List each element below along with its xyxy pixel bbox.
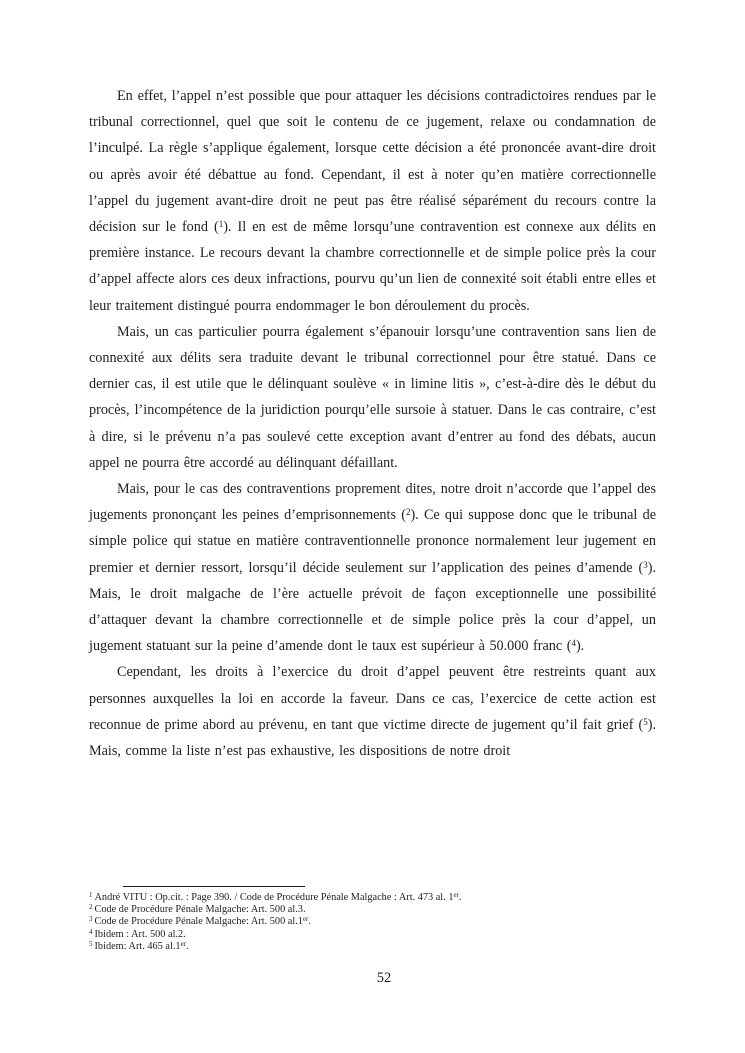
footnote-ref: 2 xyxy=(405,507,411,518)
footnote-marker: 3 xyxy=(89,915,93,924)
body-text xyxy=(89,83,656,764)
footnote-2 xyxy=(89,904,656,916)
paragraph: Mais, un cas particulier pourra également s’épanouir lorsqu’une contravention sans lien de connexité aux délits sera traduite devant le tribunal correctionnel pour être statué. Dans ce dernier cas, il est utile que le délinquant soulève « in limine litis », c’est-à-dire dès le début du procès, l’incompétence de la juridiction pourqu’elle sursoie à statuer. Dans le cas contraire, c’est à dire, si le prévenu n’a pas soulevé cette exception avant d’entrer au fond des débats, aucun appel ne pourra être accordé au délinquant défaillant. xyxy=(89,323,656,471)
footnote-marker: 1 xyxy=(89,891,93,899)
footnote-4 xyxy=(89,929,656,941)
footnote-marker: 2 xyxy=(89,903,93,912)
page-number: 52 xyxy=(376,970,392,986)
footnote-ordinal-suffix: er xyxy=(302,915,309,924)
footnote-text-tail: . xyxy=(308,916,311,928)
footnote-ref: 5 xyxy=(643,716,648,727)
footnote-text: Code de Procédure Pénale Malgache: Art. 500 al.1 xyxy=(94,916,303,928)
paragraph: Mais, pour le cas des contraventions proprement dites, notre droit n’accorde que l’appel des jugements prononçant les peines d’emprisonnements ($^2$). Ce qui suppose donc que le tribunal de simple police qui statue en matière contraventionnelle prononce normalement leur jugement en premier et dernier ressort, lorsqu’il décide seulement sur l’application des peines d’amende ($^3$). Mais, le droit malgache de l’ère actuelle prévoit de façon exceptionnelle une possibilité d’attaquer devant la chambre correctionnelle et de simple police près la cour d’appel, un jugement statuant sur la peine d’amende dont le taux est supérieur à 50.000 franc ($^4$). xyxy=(89,481,656,655)
footnote-text: Ibidem: Art. 465 al.1 xyxy=(94,940,181,952)
paragraph: En effet, l’appel n’est possible que pour attaquer les décisions contradictoires rendues par le tribunal correctionnel, quel que soit le contenu de ce jugement, relaxe ou condamnation de l’inculpé. La règle s’applique également, lorsque cette décision a été prononcée avant-dire droit ou après avoir été débattue au fond. Cependant, il est à noter qu’en matière correctionnelle l’appel du jugement avant-dire droit ne peut pas être réalisé séparément du recours contre la décision sur le fond ($^1$). Il en est de même lorsqu’une contravention est connexe aux délits en première instance. Le recours devant la chambre correctionnelle et de simple police près la cour d’appel affecte alors ces deux infractions, pourvu qu’un lien de connexité soit établi entre elles et leur traitement distingué pourra endommager le bon déroulement du procès. xyxy=(89,88,656,314)
footnote-text-tail: . xyxy=(186,940,189,952)
footnote-ref: 1 xyxy=(218,219,224,230)
footnote-text: Code de Procédure Pénale Malgache: Art. 500 al.3. xyxy=(94,904,306,916)
footnote-ref: 3 xyxy=(643,559,648,570)
footnote-text-tail: . xyxy=(458,892,462,903)
footnote-text: Ibidem : Art. 500 al.2. xyxy=(94,928,186,940)
footnote-ref: 4 xyxy=(571,638,576,649)
footnote-separator xyxy=(123,886,305,887)
paragraph: Cependant, les droits à l’exercice du droit d’appel peuvent être restreints quant aux personnes auxquelles la loi en accorde la faveur. Dans ce cas, l’exercice de cette action est reconnue de prime abord au prévenu, en tant que victime directe de jugement qu’il fait grief ($^5$). Mais, comme la liste n’est pas exhaustive, les dispositions de notre droit xyxy=(89,664,656,760)
footnote-ordinal-suffix: er xyxy=(453,891,459,899)
footnote-text: André VITU : Op.cit. : Page 390. / Code de Procédure Pénale Malgache : Art. 473 al. 1 xyxy=(94,892,454,903)
footnote-3 xyxy=(89,916,656,928)
footnote-marker: 4 xyxy=(89,927,93,936)
footnote-5 xyxy=(89,941,656,953)
footnote-1 xyxy=(89,892,656,904)
footnote-ordinal-suffix: er xyxy=(180,939,187,948)
footnote-marker: 5 xyxy=(89,939,93,948)
footnotes xyxy=(89,892,656,953)
